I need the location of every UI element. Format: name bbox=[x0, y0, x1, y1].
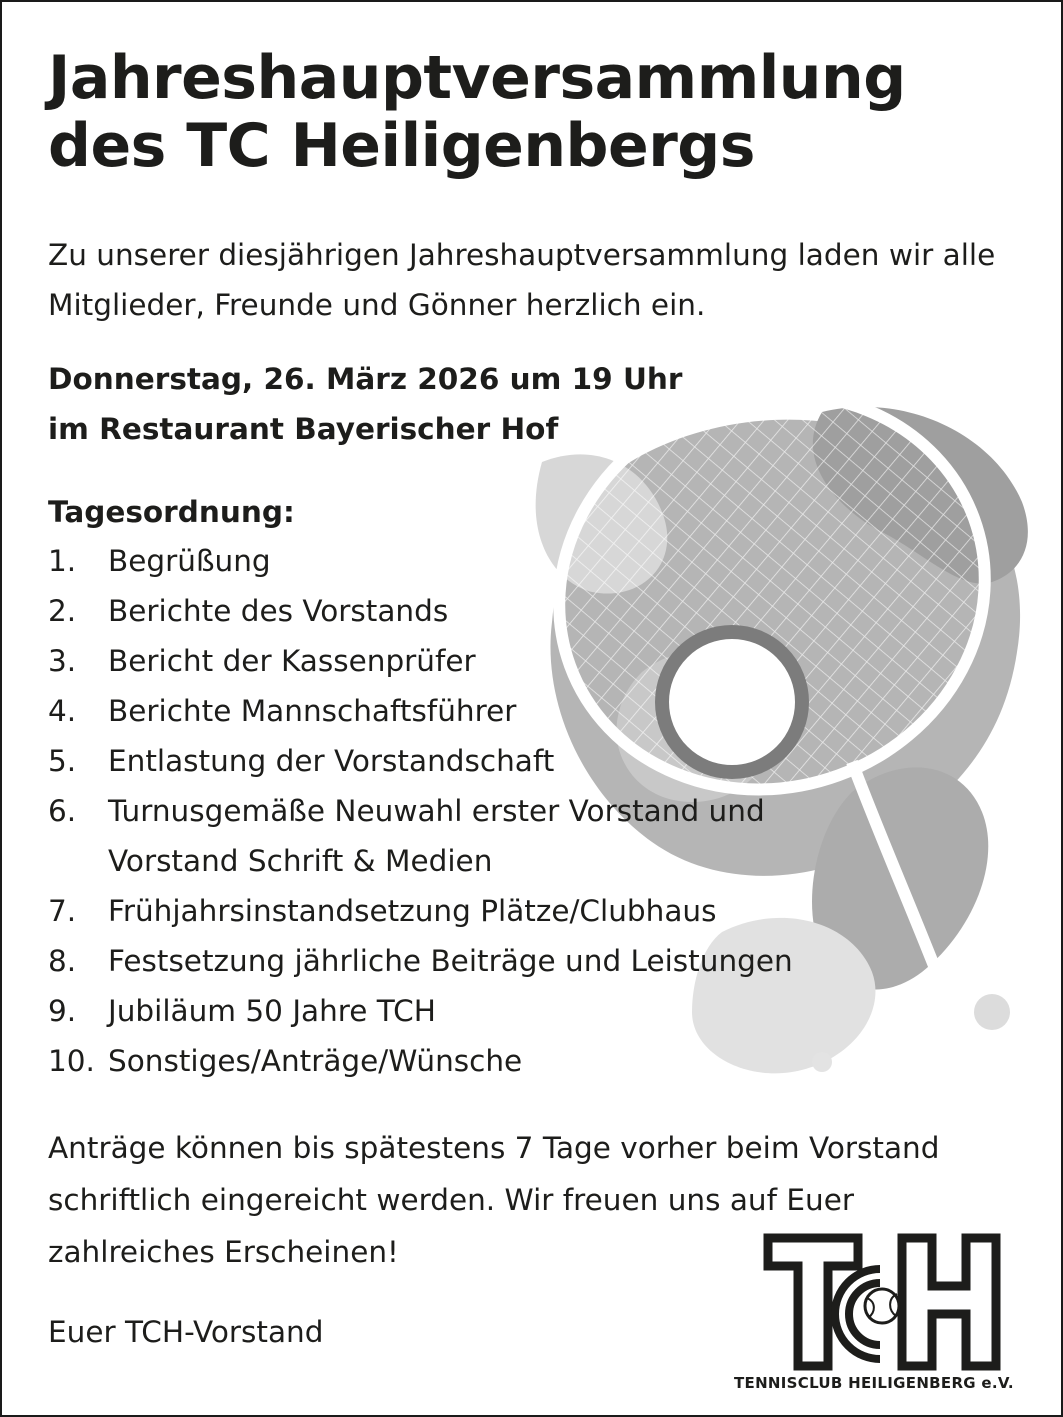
item-text: Berichte des Vorstands bbox=[108, 594, 449, 628]
item-text: Jubiläum 50 Jahre TCH bbox=[108, 994, 436, 1028]
list-item bbox=[48, 686, 968, 736]
list-item bbox=[48, 786, 968, 886]
item-text: Entlastung der Vorstandschaft bbox=[108, 744, 555, 778]
item-number: 5. bbox=[48, 744, 77, 778]
list-item bbox=[48, 936, 968, 986]
item-text: Turnusgemäße Neuwahl erster Vorstand und Vorstand Schrift & Medien bbox=[108, 794, 765, 878]
item-number: 6. bbox=[48, 794, 77, 828]
agenda-list bbox=[48, 536, 968, 1086]
item-text: Bericht der Kassenprüfer bbox=[108, 644, 476, 678]
event-details bbox=[48, 354, 682, 454]
item-text: Frühjahrsinstandsetzung Plätze/Clubhaus bbox=[108, 894, 717, 928]
item-number: 10. bbox=[48, 1044, 95, 1078]
logo-caption: TENNISCLUB HEILIGENBERG e.V. bbox=[734, 1374, 1014, 1392]
club-logo bbox=[762, 1232, 1002, 1372]
list-item bbox=[48, 636, 968, 686]
closing-text: Anträge können bis spätestens 7 Tage vorher beim Vorstand schriftlich eingereicht werden. Wir freuen uns auf Euer zahlreiches Erscheinen! bbox=[48, 1131, 940, 1269]
item-number: 7. bbox=[48, 894, 77, 928]
item-text: Festsetzung jährliche Beiträge und Leistungen bbox=[108, 944, 793, 978]
list-item bbox=[48, 1036, 968, 1086]
list-item bbox=[48, 986, 968, 1036]
tennis-ball-icon bbox=[865, 1289, 899, 1323]
item-number: 8. bbox=[48, 944, 77, 978]
agenda-heading: Tagesordnung: bbox=[48, 495, 295, 529]
intro-text: Zu unserer diesjährigen Jahreshauptversammlung laden wir alle Mitglieder, Freunde und Gönner herzlich ein. bbox=[48, 238, 996, 322]
list-item bbox=[48, 586, 968, 636]
event-datetime: Donnerstag, 26. März 2026 um 19 Uhr bbox=[48, 362, 683, 396]
signature: Euer TCH-Vorstand bbox=[48, 1315, 324, 1349]
item-text: Sonstiges/Anträge/Wünsche bbox=[108, 1044, 523, 1078]
list-item bbox=[48, 736, 968, 786]
item-number: 2. bbox=[48, 594, 77, 628]
event-location: im Restaurant Bayerischer Hof bbox=[48, 412, 559, 446]
list-item bbox=[48, 886, 968, 936]
title-line-2: des TC Heiligenbergs bbox=[48, 111, 755, 181]
item-number: 3. bbox=[48, 644, 77, 678]
item-number: 4. bbox=[48, 694, 77, 728]
title-line-1: Jahreshauptversammlung bbox=[48, 43, 906, 113]
item-number: 9. bbox=[48, 994, 77, 1028]
list-item bbox=[48, 536, 968, 586]
item-number: 1. bbox=[48, 544, 77, 578]
page-title bbox=[48, 44, 906, 180]
item-text: Berichte Mannschaftsführer bbox=[108, 694, 517, 728]
item-text: Begrüßung bbox=[108, 544, 271, 578]
